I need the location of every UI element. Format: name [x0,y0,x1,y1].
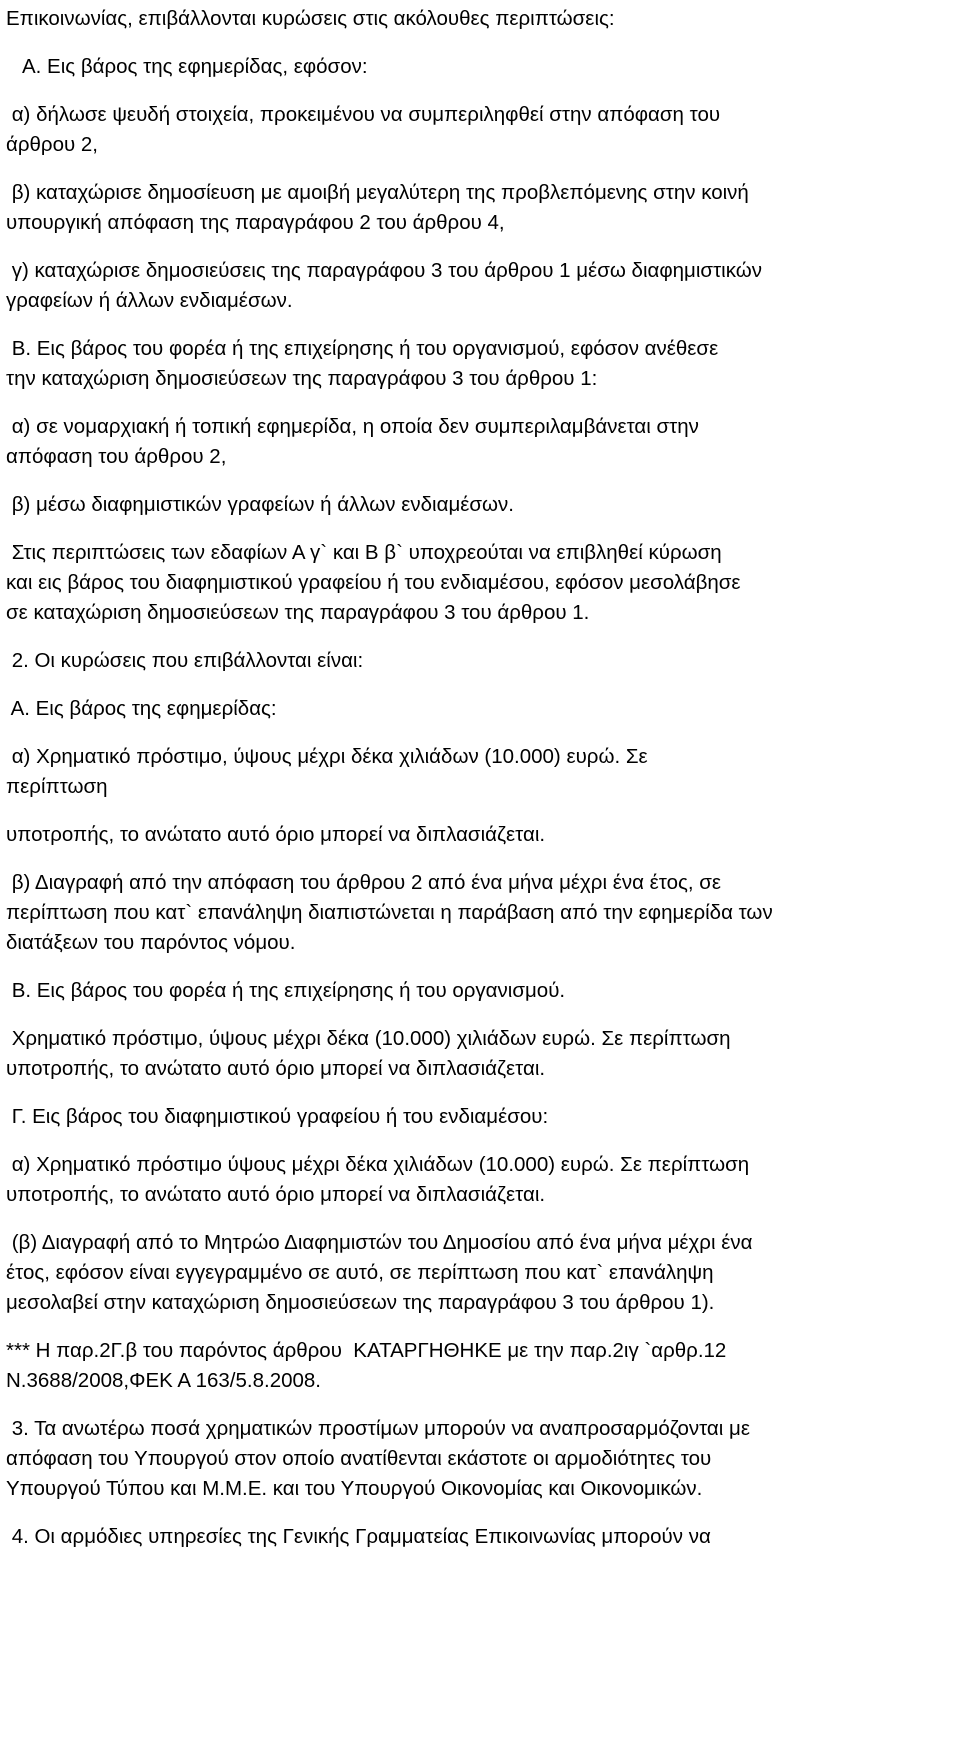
text-line: έτος, εφόσον είναι εγγεγραμμένο σε αυτό, σε περίπτωση που κατ` επανάληψη [6,1261,714,1284]
text-line: υποτροπής, το ανώτατο αυτό όριο μπορεί να διπλασιάζεται. [6,823,546,846]
text-line: Χρηματικό πρόστιμο, ύψους μέχρι δέκα (10.000) χιλιάδων ευρώ. Σε περίπτωση [6,1027,731,1050]
text-line: υποτροπής, το ανώτατο αυτό όριο μπορεί να διπλασιάζεται. [6,1057,546,1080]
text-line: μεσολαβεί στην καταχώριση δημοσιεύσεων της παραγράφου 3 του άρθρου 1). [6,1291,715,1314]
text-line: διατάξεων του παρόντος νόμου. [6,931,296,954]
text-line: περίπτωση [6,775,108,798]
text-line: Στις περιπτώσεις των εδαφίων Α γ` και Β β` υποχρεούται να επιβληθεί κύρωση [6,541,722,564]
text-line: Α. Εις βάρος της εφημερίδας, εφόσον: [6,55,368,78]
text-line: Β. Εις βάρος του φορέα ή της επιχείρησης ή του οργανισμού. [6,979,566,1002]
text-line: α) σε νομαρχιακή ή τοπική εφημερίδα, η οποία δεν συμπεριλαμβάνεται στην [6,415,699,438]
text-line: 3. Τα ανωτέρω ποσά χρηματικών προστίμων μπορούν να αναπροσαρμόζονται με [6,1417,750,1440]
text-line: α) Χρηματικό πρόστιμο, ύψους μέχρι δέκα χιλιάδων (10.000) ευρώ. Σε [6,745,648,768]
text-line: Β. Εις βάρος του φορέα ή της επιχείρησης ή του οργανισμού, εφόσον ανέθεσε [6,337,719,360]
text-line: γραφείων ή άλλων ενδιαμέσων. [6,289,293,312]
text-line: υπουργική απόφαση της παραγράφου 2 του άρθρου 4, [6,211,505,234]
text-line: Ν.3688/2008,ΦΕΚ Α 163/5.8.2008. [6,1369,321,1392]
text-line: απόφαση του Υπουργού στον οποίο ανατίθενται εκάστοτε οι αρμοδιότητες του [6,1447,712,1470]
text-line: α) δήλωσε ψευδή στοιχεία, προκειμένου να συμπεριληφθεί στην απόφαση του [6,103,721,126]
text-line: γ) καταχώρισε δημοσιεύσεις της παραγράφου 3 του άρθρου 1 μέσω διαφημιστικών [6,259,762,282]
text-line: την καταχώριση δημοσιεύσεων της παραγράφου 3 του άρθρου 1: [6,367,598,390]
text-line: 2. Οι κυρώσεις που επιβάλλονται είναι: [6,649,364,672]
text-line: υποτροπής, το ανώτατο αυτό όριο μπορεί να διπλασιάζεται. [6,1183,546,1206]
text-line: άρθρου 2, [6,133,98,156]
text-line: 4. Οι αρμόδιες υπηρεσίες της Γενικής Γραμματείας Επικοινωνίας μπορούν να [6,1525,711,1548]
text-line: β) Διαγραφή από την απόφαση του άρθρου 2 από ένα μήνα μέχρι ένα έτος, σε [6,871,722,894]
text-line: περίπτωση που κατ` επανάληψη διαπιστώνεται η παράβαση από την εφημερίδα των [6,901,773,924]
text-line: Υπουργού Τύπου και Μ.Μ.Ε. και του Υπουργού Οικονομίας και Οικονομικών. [6,1477,703,1500]
text-line: β) καταχώρισε δημοσίευση με αμοιβή μεγαλύτερη της προβλεπόμενης στην κοινή [6,181,749,204]
text-line: απόφαση του άρθρου 2, [6,445,227,468]
text-line: α) Χρηματικό πρόστιμο ύψους μέχρι δέκα χιλιάδων (10.000) ευρώ. Σε περίπτωση [6,1153,750,1176]
text-line: *** Η παρ.2Γ.β του παρόντος άρθρου ΚΑΤΑΡΓΗΘΗΚΕ με την παρ.2ιγ `αρθρ.12 [6,1339,727,1362]
text-line: Α. Εις βάρος της εφημερίδας: [6,697,277,720]
text-line: Γ. Εις βάρος του διαφημιστικού γραφείου ή του ενδιαμέσου: [6,1105,549,1128]
text-line: Επικοινωνίας, επιβάλλονται κυρώσεις στις ακόλουθες περιπτώσεις: [6,7,615,30]
text-line: σε καταχώριση δημοσιεύσεων της παραγράφου 3 του άρθρου 1. [6,601,590,624]
text-line: (β) Διαγραφή από το Μητρώο Διαφημιστών του Δημοσίου από ένα μήνα μέχρι ένα [6,1231,753,1254]
text-line: β) μέσω διαφημιστικών γραφείων ή άλλων ενδιαμέσων. [6,493,514,516]
text-line: και εις βάρος του διαφημιστικού γραφείου ή του ενδιαμέσου, εφόσον μεσολάβησε [6,571,741,594]
